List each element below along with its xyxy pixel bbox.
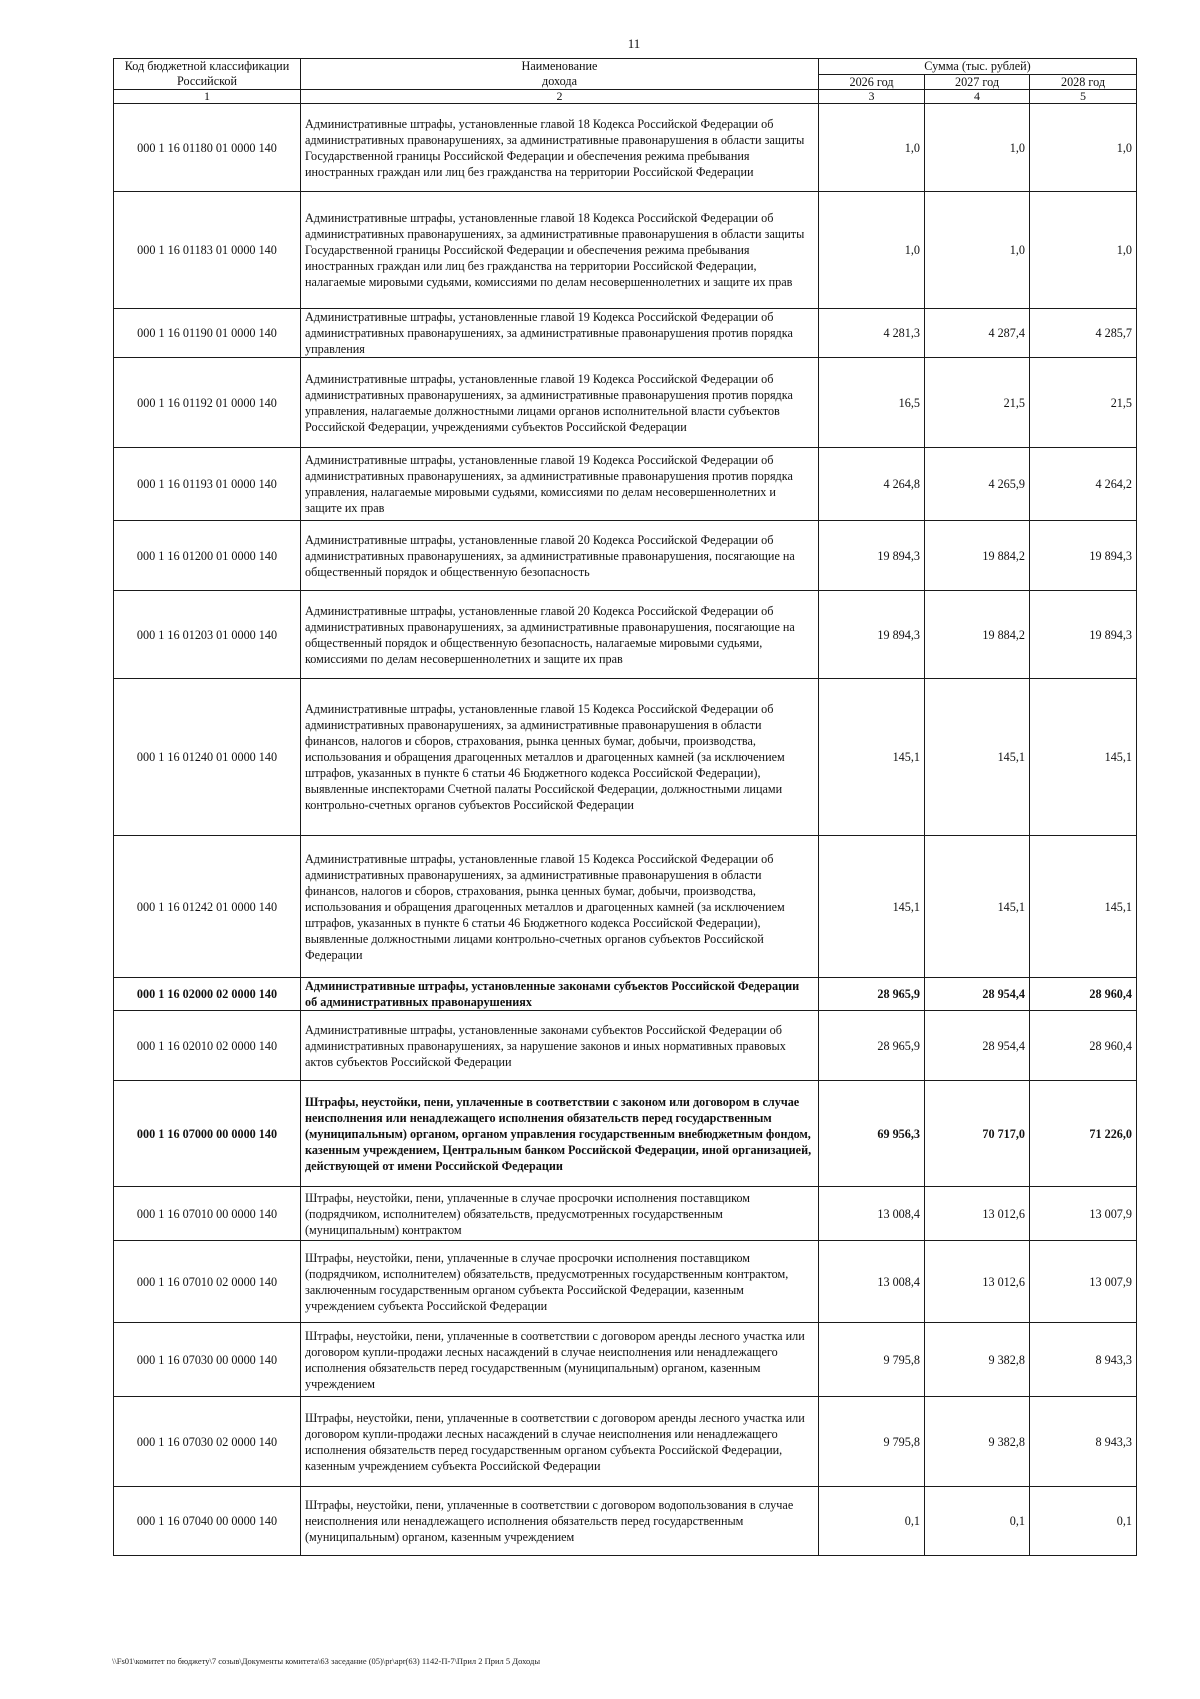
row-name: Административные штрафы, установленные главой 15 Кодекса Российской Федерации об административных правонарушениях, за административные правонарушения в области финансов, налогов и сборов, страхования, рынка ценных бумаг, добычи, производства, использования и обращения драгоценных металлов и драгоценных камней (за исключением штрафов, указанных в пункте 6 статьи 46 Бюджетного кодекса Российской Федерации), выявленные должностными лицами контрольно-счетных органов субъектов Российской Федерации bbox=[301, 836, 819, 978]
row-value-2028: 1,0 bbox=[1030, 192, 1137, 309]
row-value-2027: 1,0 bbox=[925, 192, 1030, 309]
table-row bbox=[114, 358, 1137, 448]
row-code: 000 1 16 01193 01 0000 140 bbox=[114, 448, 301, 521]
header-year-2027: 2027 год bbox=[925, 75, 1030, 90]
row-value-2026: 9 795,8 bbox=[819, 1397, 925, 1487]
row-value-2027: 145,1 bbox=[925, 836, 1030, 978]
row-value-2027: 13 012,6 bbox=[925, 1187, 1030, 1241]
row-code: 000 1 16 07010 02 0000 140 bbox=[114, 1241, 301, 1323]
row-code: 000 1 16 01240 01 0000 140 bbox=[114, 679, 301, 836]
row-value-2028: 19 894,3 bbox=[1030, 591, 1137, 679]
row-name: Штрафы, неустойки, пени, уплаченные в соответствии с законом или договором в случае неисполнения или ненадлежащего исполнения обязательств перед государственным (муниципальным) органом, органом управления государственным внебюджетным фондом, казенным учреждением, Центральным банком Российской Федерации, иной организацией, действующей от имени Российской Федерации bbox=[301, 1081, 819, 1187]
row-value-2026: 145,1 bbox=[819, 836, 925, 978]
table-row bbox=[114, 836, 1137, 978]
header-name bbox=[301, 59, 819, 90]
row-name: Административные штрафы, установленные законами субъектов Российской Федерации об административных правонарушениях, за нарушение законов и иных нормативных правовых актов субъектов Российской Федерации bbox=[301, 1011, 819, 1081]
row-value-2026: 4 264,8 bbox=[819, 448, 925, 521]
row-value-2027: 0,1 bbox=[925, 1487, 1030, 1556]
row-value-2028: 19 894,3 bbox=[1030, 521, 1137, 591]
row-value-2026: 28 965,9 bbox=[819, 978, 925, 1011]
row-value-2028: 145,1 bbox=[1030, 679, 1137, 836]
row-value-2027: 145,1 bbox=[925, 679, 1030, 836]
row-value-2026: 1,0 bbox=[819, 104, 925, 192]
table-row bbox=[114, 448, 1137, 521]
table-row bbox=[114, 1187, 1137, 1241]
row-value-2027: 21,5 bbox=[925, 358, 1030, 448]
table-row bbox=[114, 1081, 1137, 1187]
header-name-line1: Наименование bbox=[521, 59, 598, 73]
row-value-2026: 13 008,4 bbox=[819, 1241, 925, 1323]
table-row bbox=[114, 309, 1137, 358]
table-row bbox=[114, 1011, 1137, 1081]
row-value-2026: 1,0 bbox=[819, 192, 925, 309]
column-number: 3 bbox=[819, 90, 925, 104]
row-name: Административные штрафы, установленные законами субъектов Российской Федерации об административных правонарушениях bbox=[301, 978, 819, 1011]
row-value-2026: 69 956,3 bbox=[819, 1081, 925, 1187]
row-value-2027: 13 012,6 bbox=[925, 1241, 1030, 1323]
table-row bbox=[114, 1241, 1137, 1323]
row-value-2027: 9 382,8 bbox=[925, 1397, 1030, 1487]
row-name: Штрафы, неустойки, пени, уплаченные в соответствии с договором аренды лесного участка или договором купли-продажи лесных насаждений в случае неисполнения или ненадлежащего исполнения обязательств перед государственным (муниципальным) органом, казенным учреждением bbox=[301, 1323, 819, 1397]
header-sum: Сумма (тыс. рублей) bbox=[819, 59, 1137, 75]
row-code: 000 1 16 07010 00 0000 140 bbox=[114, 1187, 301, 1241]
row-name: Штрафы, неустойки, пени, уплаченные в соответствии с договором аренды лесного участка или договором купли-продажи лесных насаждений в случае неисполнения или ненадлежащего исполнения обязательств перед государственным органом субъекта Российской Федерации, казенным учреждением субъекта Российской Федерации bbox=[301, 1397, 819, 1487]
column-number: 1 bbox=[114, 90, 301, 104]
row-value-2028: 4 264,2 bbox=[1030, 448, 1137, 521]
table-row bbox=[114, 192, 1137, 309]
row-name: Административные штрафы, установленные главой 18 Кодекса Российской Федерации об административных правонарушениях, за административные правонарушения в области защиты Государственной границы Российской Федерации и обеспечения режима пребывания иностранных граждан или лиц без гражданства на территории Российской Федерации, налагаемые мировыми судьями, комиссиями по делам несовершеннолетних и защите их прав bbox=[301, 192, 819, 309]
row-value-2028: 1,0 bbox=[1030, 104, 1137, 192]
table-row bbox=[114, 1397, 1137, 1487]
row-value-2027: 70 717,0 bbox=[925, 1081, 1030, 1187]
row-value-2027: 4 265,9 bbox=[925, 448, 1030, 521]
row-name: Административные штрафы, установленные главой 19 Кодекса Российской Федерации об административных правонарушениях, за административные правонарушения против порядка управления, налагаемые мировыми судьями, комиссиями по делам несовершеннолетних и защите их прав bbox=[301, 448, 819, 521]
row-code: 000 1 16 07000 00 0000 140 bbox=[114, 1081, 301, 1187]
table-row bbox=[114, 104, 1137, 192]
row-code: 000 1 16 07040 00 0000 140 bbox=[114, 1487, 301, 1556]
row-value-2026: 19 894,3 bbox=[819, 591, 925, 679]
table-row bbox=[114, 679, 1137, 836]
row-code: 000 1 16 01192 01 0000 140 bbox=[114, 358, 301, 448]
row-value-2028: 8 943,3 bbox=[1030, 1323, 1137, 1397]
row-name: Административные штрафы, установленные главой 19 Кодекса Российской Федерации об административных правонарушениях, за административные правонарушения против порядка управления, налагаемые должностными лицами органов исполнительной власти субъектов Российской Федерации, учреждениями субъектов Российской Федерации bbox=[301, 358, 819, 448]
row-value-2027: 28 954,4 bbox=[925, 1011, 1030, 1081]
row-value-2026: 145,1 bbox=[819, 679, 925, 836]
row-value-2028: 13 007,9 bbox=[1030, 1187, 1137, 1241]
row-value-2026: 28 965,9 bbox=[819, 1011, 925, 1081]
row-code: 000 1 16 01242 01 0000 140 bbox=[114, 836, 301, 978]
row-code: 000 1 16 07030 00 0000 140 bbox=[114, 1323, 301, 1397]
row-value-2027: 19 884,2 bbox=[925, 521, 1030, 591]
row-name: Штрафы, неустойки, пени, уплаченные в случае просрочки исполнения поставщиком (подрядчиком, исполнителем) обязательств, предусмотренных государственным контрактом, заключенным государственным органом субъекта Российской Федерации, казенным учреждением субъекта Российской Федерации bbox=[301, 1241, 819, 1323]
table-row bbox=[114, 1487, 1137, 1556]
row-value-2027: 1,0 bbox=[925, 104, 1030, 192]
row-value-2026: 19 894,3 bbox=[819, 521, 925, 591]
row-code: 000 1 16 01200 01 0000 140 bbox=[114, 521, 301, 591]
row-value-2028: 28 960,4 bbox=[1030, 978, 1137, 1011]
footer-file-path: \\Fs01\комитет по бюджету\7 созыв\Документы комитета\63 заседание (05)\pr\apr(63) 1142-П-7\Прил 2 Прил 5 Доходы bbox=[112, 1656, 541, 1666]
row-code: 000 1 16 07030 02 0000 140 bbox=[114, 1397, 301, 1487]
row-value-2028: 28 960,4 bbox=[1030, 1011, 1137, 1081]
row-value-2028: 21,5 bbox=[1030, 358, 1137, 448]
row-value-2028: 145,1 bbox=[1030, 836, 1137, 978]
column-number: 4 bbox=[925, 90, 1030, 104]
header-code: Код бюджетной классификации Российской bbox=[114, 59, 301, 90]
row-code: 000 1 16 01180 01 0000 140 bbox=[114, 104, 301, 192]
row-name: Административные штрафы, установленные главой 20 Кодекса Российской Федерации об административных правонарушениях, за административные правонарушения, посягающие на общественный порядок и общественную безопасность, налагаемые мировыми судьями, комиссиями по делам несовершеннолетних и защите их прав bbox=[301, 591, 819, 679]
header-year-2028: 2028 год bbox=[1030, 75, 1137, 90]
row-value-2028: 13 007,9 bbox=[1030, 1241, 1137, 1323]
column-number: 5 bbox=[1030, 90, 1137, 104]
row-value-2026: 16,5 bbox=[819, 358, 925, 448]
row-code: 000 1 16 01203 01 0000 140 bbox=[114, 591, 301, 679]
row-value-2026: 13 008,4 bbox=[819, 1187, 925, 1241]
row-value-2026: 9 795,8 bbox=[819, 1323, 925, 1397]
row-name: Административные штрафы, установленные главой 19 Кодекса Российской Федерации об административных правонарушениях, за административные правонарушения против порядка управления bbox=[301, 309, 819, 358]
row-value-2026: 4 281,3 bbox=[819, 309, 925, 358]
row-code: 000 1 16 02000 02 0000 140 bbox=[114, 978, 301, 1011]
table-row bbox=[114, 978, 1137, 1011]
budget-revenue-table bbox=[113, 58, 1137, 1556]
row-name: Штрафы, неустойки, пени, уплаченные в соответствии с договором водопользования в случае неисполнения или ненадлежащего исполнения обязательств перед государственным (муниципальным) органом, казенным учреждением bbox=[301, 1487, 819, 1556]
row-name: Административные штрафы, установленные главой 20 Кодекса Российской Федерации об административных правонарушениях, за административные правонарушения, посягающие на общественный порядок и общественную безопасность bbox=[301, 521, 819, 591]
row-name: Штрафы, неустойки, пени, уплаченные в случае просрочки исполнения поставщиком (подрядчиком, исполнителем) обязательств, предусмотренных государственным (муниципальным) контрактом bbox=[301, 1187, 819, 1241]
table-row bbox=[114, 521, 1137, 591]
header-year-2026: 2026 год bbox=[819, 75, 925, 90]
page-number: 11 bbox=[627, 36, 641, 51]
row-value-2028: 71 226,0 bbox=[1030, 1081, 1137, 1187]
row-code: 000 1 16 01190 01 0000 140 bbox=[114, 309, 301, 358]
row-name: Административные штрафы, установленные главой 18 Кодекса Российской Федерации об административных правонарушениях, за административные правонарушения в области защиты Государственной границы Российской Федерации и обеспечения режима пребывания иностранных граждан или лиц без гражданства на территории Российской Федерации bbox=[301, 104, 819, 192]
row-code: 000 1 16 02010 02 0000 140 bbox=[114, 1011, 301, 1081]
row-value-2027: 9 382,8 bbox=[925, 1323, 1030, 1397]
row-code: 000 1 16 01183 01 0000 140 bbox=[114, 192, 301, 309]
row-value-2028: 0,1 bbox=[1030, 1487, 1137, 1556]
header-name-line2: дохода bbox=[542, 74, 577, 88]
row-value-2028: 4 285,7 bbox=[1030, 309, 1137, 358]
row-value-2027: 19 884,2 bbox=[925, 591, 1030, 679]
table-row bbox=[114, 591, 1137, 679]
row-value-2027: 4 287,4 bbox=[925, 309, 1030, 358]
row-value-2027: 28 954,4 bbox=[925, 978, 1030, 1011]
table-row bbox=[114, 1323, 1137, 1397]
column-number: 2 bbox=[301, 90, 819, 104]
row-name: Административные штрафы, установленные главой 15 Кодекса Российской Федерации об административных правонарушениях, за административные правонарушения в области финансов, налогов и сборов, страхования, рынка ценных бумаг, добычи, производства, использования и обращения драгоценных металлов и драгоценных камней (за исключением штрафов, указанных в пункте 6 статьи 46 Бюджетного кодекса Российской Федерации), выявленные инспекторами Счетной палаты Российской Федерации, должностными лицами контрольно-счетных органов субъектов Российской Федерации bbox=[301, 679, 819, 836]
row-value-2026: 0,1 bbox=[819, 1487, 925, 1556]
row-value-2028: 8 943,3 bbox=[1030, 1397, 1137, 1487]
